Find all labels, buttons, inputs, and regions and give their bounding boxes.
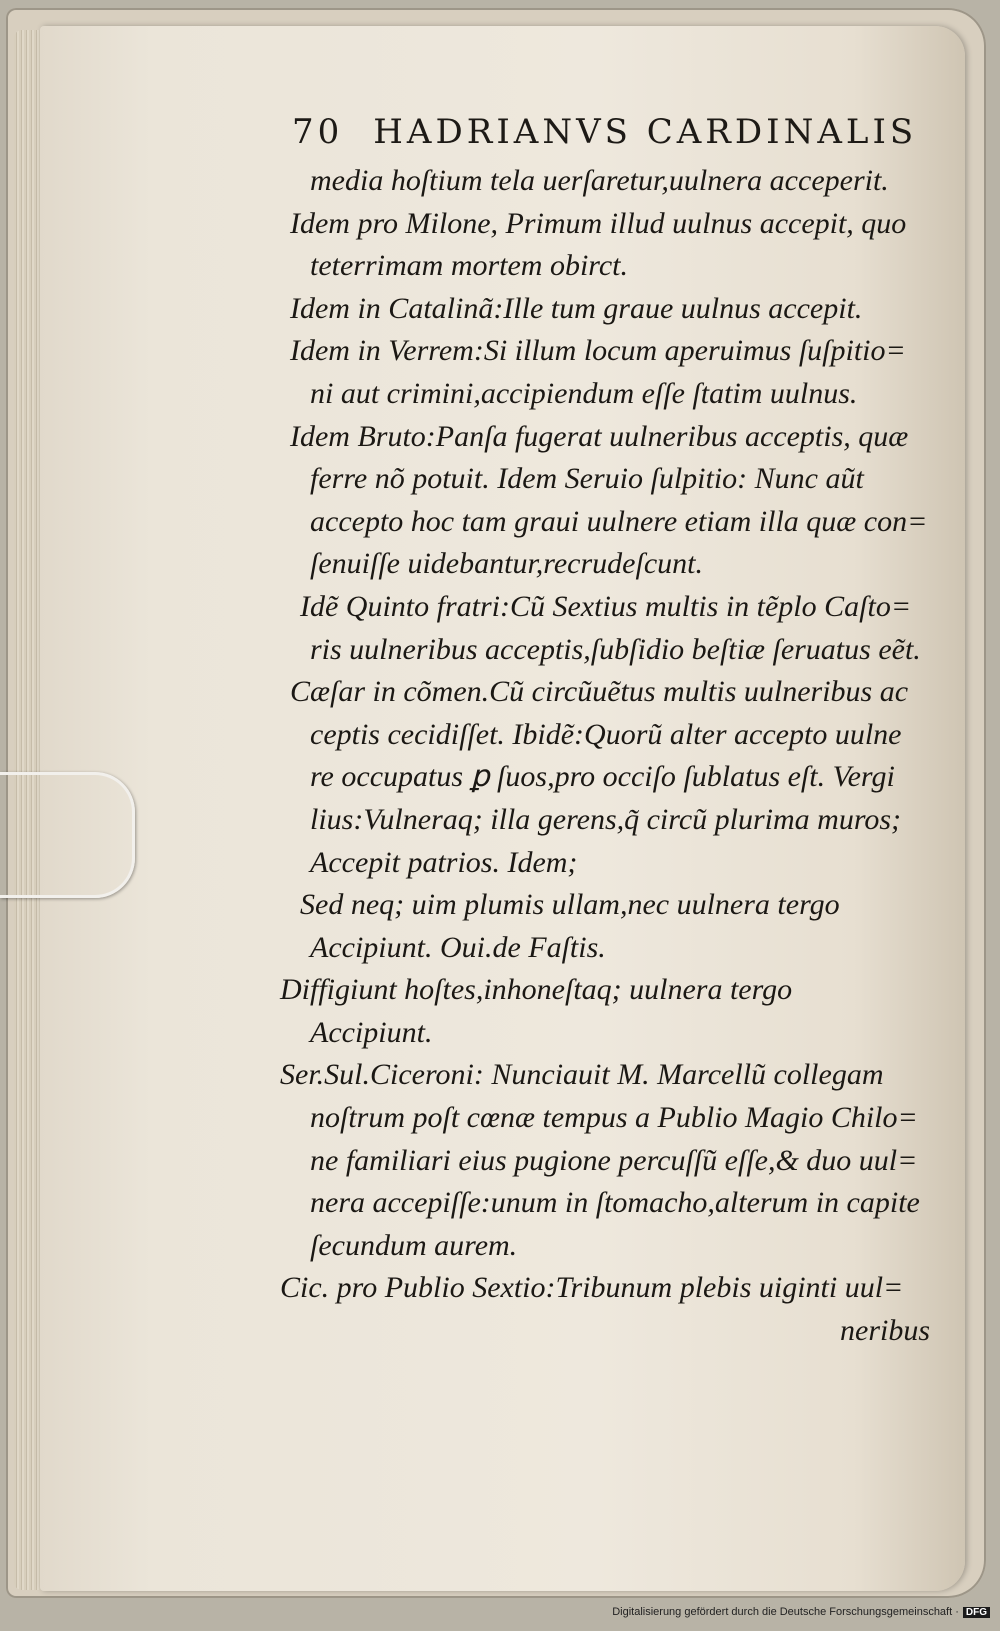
text-line: Idem in Verrem:Si illum locum aperuimus ſuſpitio= bbox=[290, 334, 906, 368]
running-head bbox=[292, 112, 932, 162]
text-line: Idẽ Quinto fratri:Cũ Sextius multis in tẽplo Caſto= bbox=[300, 589, 912, 623]
text-line: Idem pro Milone, Primum illud uulnus accepit, quo bbox=[290, 206, 907, 240]
text-line: lius:Vulneraq; illa gerens,q̃ circũ plurima muros; bbox=[310, 802, 902, 836]
text-line: Ser.Sul.Ciceroni: Nunciauit M. Marcellũ collegam bbox=[280, 1058, 884, 1092]
running-title: HADRIANVS CARDINALIS bbox=[373, 112, 918, 152]
text-line: Idem in Catalinã:Ille tum graue uulnus accepit. bbox=[290, 291, 863, 325]
text-line: ceptis cecidiſſet. Ibidẽ:Quorũ alter accepto uulne bbox=[310, 717, 902, 751]
text-line: re occupatus ꝑ ſuos,pro occiſo ſublatus eſt. Vergi bbox=[310, 760, 895, 794]
catchword: neribus bbox=[840, 1314, 930, 1348]
text-line: ſecundum aurem. bbox=[310, 1228, 518, 1262]
dfg-logo: DFG bbox=[963, 1607, 990, 1618]
text-line: ferre nõ potuit. Idem Seruio ſulpitio: Nunc aũt bbox=[310, 462, 864, 496]
credit-text: Digitalisierung gefördert durch die Deutsche Forschungsgemeinschaft · bbox=[612, 1606, 959, 1618]
text-line: Idem Bruto:Panſa fugerat uulneribus acceptis, quæ bbox=[290, 419, 909, 453]
text-line: nera accepiſſe:unum in ſtomacho,alterum in capite bbox=[310, 1186, 920, 1220]
page-text bbox=[280, 160, 940, 1353]
page-clip bbox=[0, 772, 135, 898]
page-number: 70 bbox=[292, 112, 344, 152]
digitization-credit bbox=[590, 1606, 990, 1626]
text-line: ris uulneribus acceptis,ſubſidio beſtiæ ſeruatus eẽt. bbox=[310, 632, 921, 666]
text-line: Cæſar in cõmen.Cũ circũuẽtus multis uulneribus ac bbox=[290, 675, 909, 709]
text-line: Accipiunt. bbox=[310, 1015, 433, 1049]
text-line: ſenuiſſe uidebantur,recrudeſcunt. bbox=[310, 547, 703, 581]
text-line: teterrimam mortem obirct. bbox=[310, 249, 629, 283]
text-line: noſtrum poſt cœnæ tempus a Publio Magio Chilo= bbox=[310, 1101, 918, 1135]
text-line: media hoſtium tela uerſaretur,uulnera acceperit. bbox=[310, 164, 889, 197]
text-line: accepto hoc tam graui uulnere etiam illa quæ con= bbox=[310, 504, 928, 538]
text-line: ni aut crimini,accipiendum eſſe ſtatim uulnus. bbox=[310, 376, 858, 410]
text-line: Cic. pro Publio Sextio:Tribunum plebis uiginti uul= bbox=[280, 1271, 904, 1305]
text-line: Diffigiunt hoſtes,inhoneſtaq; uulnera tergo bbox=[280, 973, 793, 1007]
text-line: Accepit patrios. Idem; bbox=[310, 845, 578, 879]
text-line: Sed neq; uim plumis ullam,nec uulnera tergo bbox=[300, 888, 840, 922]
text-line: Accipiunt. Oui.de Faſtis. bbox=[310, 930, 606, 964]
text-line: ne familiari eius pugione percuſſũ eſſe,& duo uul= bbox=[310, 1143, 918, 1177]
